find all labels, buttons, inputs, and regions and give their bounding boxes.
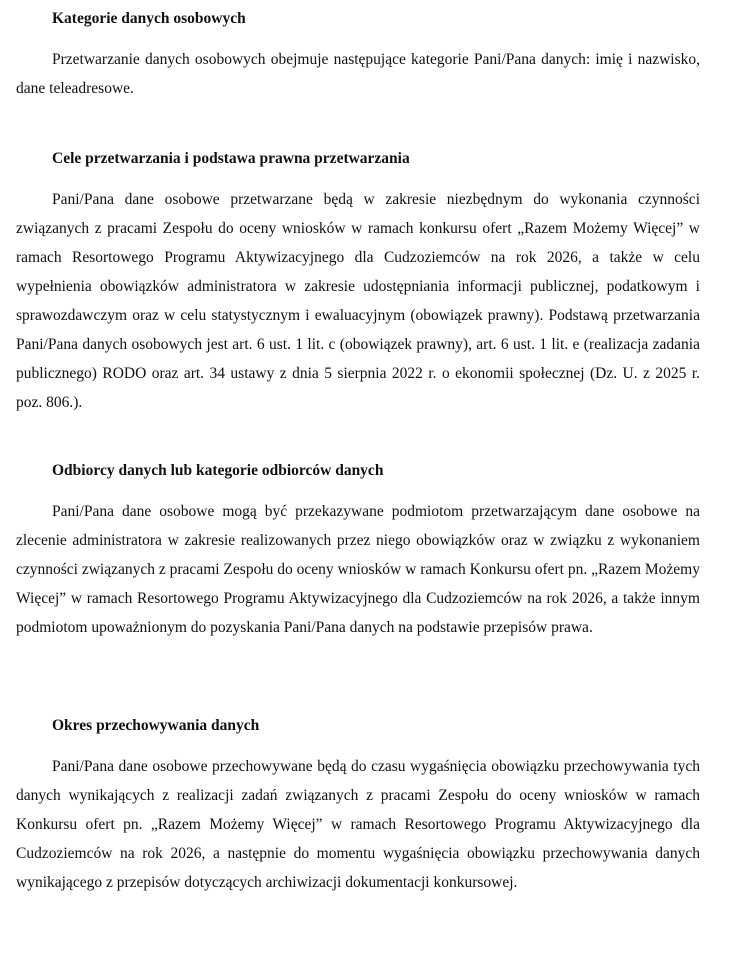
section-heading: Odbiorcy danych lub kategorie odbiorców danych — [52, 462, 384, 479]
section-paragraph: Przetwarzanie danych osobowych obejmuje następujące kategorie Pani/Pana danych: imię i nazwisko, dane teleadresowe. — [16, 51, 700, 97]
section-personal-data-categories — [16, 9, 700, 103]
section-paragraph: Pani/Pana dane osobowe przechowywane będą do czasu wygaśnięcia obowiązku przechowywania tych danych wynikających z realizacji zadań związanych z pracami Zespołu do oceny wniosków w ramach Konkursu ofert pn. „Razem Możemy Więcej” w ramach Resortowego Programu Aktywizacyjnego dla Cudzoziemców na rok 2026, a następnie do momentu wygaśnięcia obowiązku przechowywania danych wynikającego z przepisów dotyczących archiwizacji dokumentacji konkursowej. — [16, 758, 700, 891]
section-paragraph: Pani/Pana dane osobowe przetwarzane będą w zakresie niezbędnym do wykonania czynności związanych z pracami Zespołu do oceny wniosków w ramach konkursu ofert „Razem Możemy Więcej” w ramach Resortowego Programu Aktywizacyjnego dla Cudzoziemców na rok 2026, a także w celu wypełnienia obowiązków administratora w zakresie udostępniania informacji publicznej, podatkowym i sprawozdawczym oraz w celu statystycznym i ewaluacyjnym (obowiązek prawny). Podstawą przetwarzania Pani/Pana danych osobowych jest art. 6 ust. 1 lit. c (obowiązek prawny), art. 6 ust. 1 lit. e (realizacja zadania publicznego) RODO oraz art. 34 ustawy z dnia 5 sierpnia 2022 r. o ekonomii społecznej (Dz. U. z 2025 r. poz. 806.). — [16, 191, 700, 411]
section-paragraph: Pani/Pana dane osobowe mogą być przekazywane podmiotom przetwarzającym dane osobowe na zlecenie administratora w zakresie realizowanych przez niego obowiązków oraz w związku z wykonaniem czynności związanych z pracami Zespołu do oceny wniosków w ramach Konkursu ofert pn. „Razem Możemy Więcej” w ramach Resortowego Programu Aktywizacyjnego dla Cudzoziemców na rok 2026, a także innym podmiotom upoważnionym do pozyskania Pani/Pana danych na podstawie przepisów prawa. — [16, 503, 700, 636]
section-retention-period — [16, 716, 700, 897]
section-purposes-legal-basis — [16, 149, 700, 417]
section-data-recipients — [16, 461, 700, 642]
section-heading: Okres przechowywania danych — [52, 717, 260, 734]
section-heading: Kategorie danych osobowych — [52, 10, 246, 27]
section-heading: Cele przetwarzania i podstawa prawna przetwarzania — [52, 150, 410, 167]
